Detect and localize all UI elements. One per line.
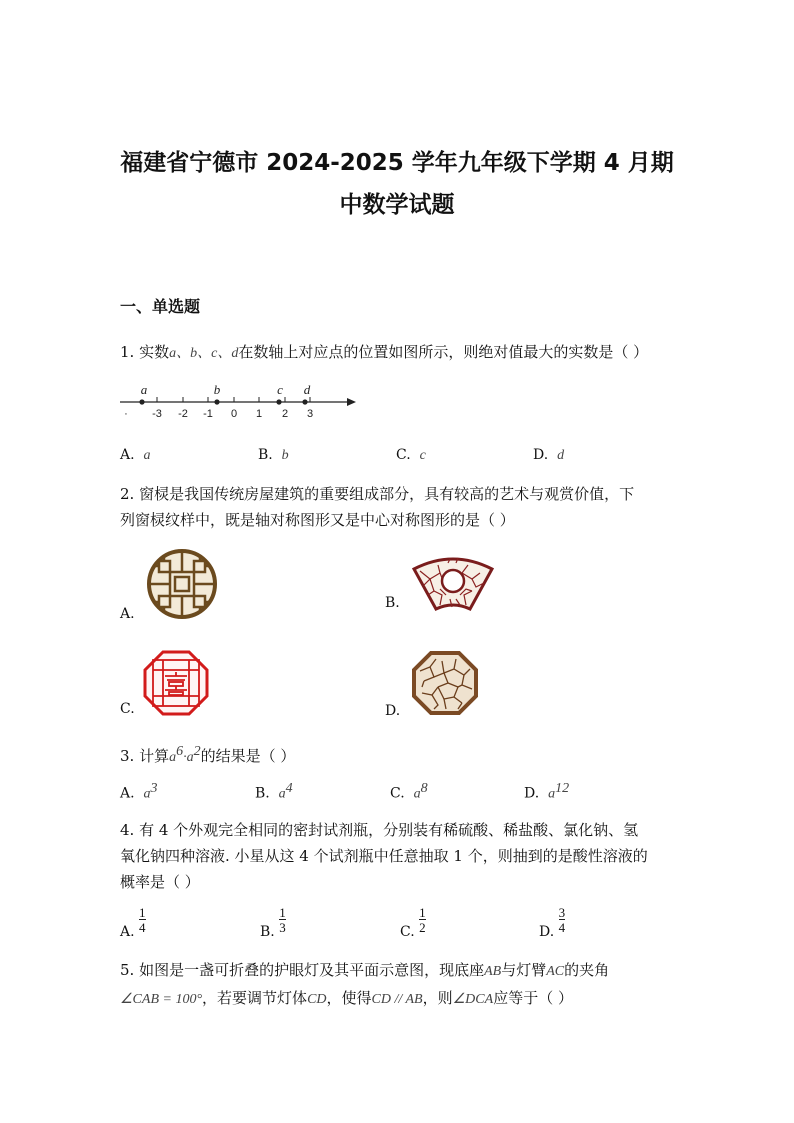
q2-number: 2. — [120, 485, 135, 503]
q2-option-d-label[interactable]: D. — [385, 703, 401, 719]
q1-option-b[interactable]: B. b — [258, 447, 289, 463]
question-3: 3. 计算$a^6\cdot a^2$的结果是（ ） — [120, 744, 296, 765]
point-d — [302, 399, 307, 404]
point-a — [139, 399, 144, 404]
q4-option-a[interactable]: A. $\frac{1}{4}$ — [120, 905, 146, 940]
page-title-line2: 中数学试题 — [339, 192, 455, 218]
tick-label: -3 — [152, 408, 162, 420]
tick-label: 0 — [230, 408, 238, 420]
tick-label: -2 — [178, 408, 188, 420]
q1-option-d[interactable]: D. d — [533, 447, 565, 463]
question-2: 2. 窗棂是我国传统房屋建筑的重要组成部分，具有较高的艺术与观赏价值，下 列窗棂纹样中，既是轴对称图形又是中心对称图形的是（ ） — [120, 485, 635, 529]
q4-option-b[interactable]: B. $\frac{1}{3}$ — [260, 905, 286, 940]
q3-option-d[interactable]: D. $a^{12}$ — [524, 781, 570, 802]
point-label-b: b — [213, 382, 221, 397]
tick-label: -1 — [203, 408, 213, 420]
window-pattern-a[interactable] — [146, 548, 218, 620]
question-1 — [120, 339, 680, 367]
window-pattern-b[interactable] — [410, 555, 496, 613]
q3-option-c[interactable]: C. $a^8$ — [390, 781, 428, 802]
question-4: 4. 有 4 个外观完全相同的密封试剂瓶，分别装有稀硫酸、稀盐酸、氯化钠、氢 氧化钠四种溶液. 小星从这 4 个试剂瓶中任意抽取 1 个，则抽到的是酸性溶液的 概率是（ ） — [120, 821, 648, 891]
q1-option-c[interactable]: C. c — [396, 447, 426, 463]
number-line-figure — [115, 378, 360, 423]
question-5: 5. 如图是一盏可折叠的护眼灯及其平面示意图，现底座AB与灯臂AC的夹角 ∠CAB = 100°，若要调节灯体CD，使得CD // AB，则∠DCA应等于（ ） — [120, 961, 610, 1007]
page-title-line1: 福建省宁德市 2024-2025 学年九年级下学期 4 月期 — [120, 150, 674, 176]
q1-suffix: 在数轴上对应点的位置如图所示，则绝对值最大的实数是（ ） — [238, 343, 649, 361]
point-label-d: d — [303, 382, 311, 397]
q4-option-d[interactable]: D. $\frac{3}{4}$ — [539, 905, 566, 940]
q3-option-a[interactable]: A. $a^3$ — [120, 781, 158, 802]
tick-label: 1 — [255, 408, 263, 420]
q2-option-b-label[interactable]: B. — [385, 595, 400, 611]
point-label-c: c — [277, 382, 283, 397]
q3-option-b[interactable]: B. $a^4$ — [255, 781, 293, 802]
q4-option-c[interactable]: C. $\frac{1}{2}$ — [400, 905, 426, 940]
q1-prefix: 实数 — [139, 343, 170, 361]
svg-text:·: · — [124, 408, 128, 420]
point-c — [276, 399, 281, 404]
point-b — [214, 399, 219, 404]
window-pattern-c[interactable] — [143, 650, 209, 716]
tick-label: 3 — [306, 408, 314, 420]
section-heading: 一、单选题 — [120, 297, 201, 316]
window-pattern-d[interactable] — [412, 651, 478, 715]
q2-option-c-label[interactable]: C. — [120, 701, 135, 717]
q1-vars: a、b、c、d — [169, 346, 239, 361]
q2-option-a-label[interactable]: A. — [120, 606, 135, 622]
point-label-a: a — [140, 382, 148, 397]
tick-label: 2 — [281, 408, 289, 420]
q1-option-a[interactable]: A. a — [120, 447, 151, 463]
q1-number: 1. — [120, 343, 135, 361]
